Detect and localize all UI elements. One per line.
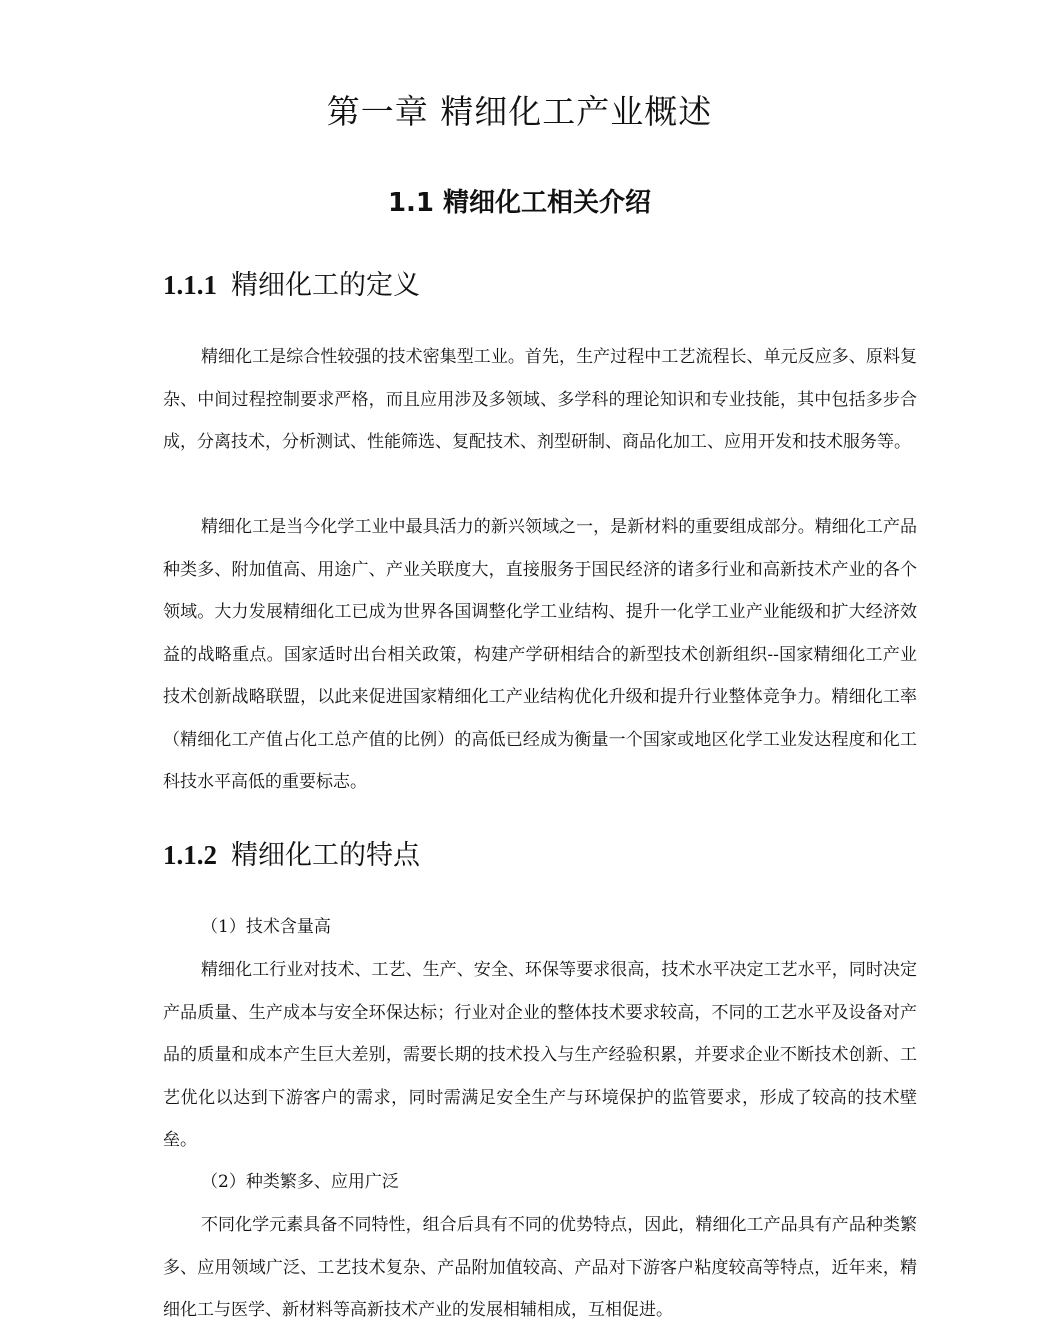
feature-paragraph-1: 精细化工行业对技术、工艺、生产、安全、环保等要求很高，技术水平决定工艺水平，同时决定产品质量、生产成本与安全环保达标；行业对企业的整体技术要求较高，不同的工艺水平及设备对产品的质量和成本产生巨大差别，需要长期的技术投入与生产经验积累，并要求企业不断技术创新、工艺优化以达到下游客户的需求，同时需满足安全生产与环境保护的监管要求，形成了较高的技术壁垒。 — [163, 960, 917, 1150]
subsection-heading-features — [163, 835, 420, 876]
subsection-title-text: 精细化工的特点 — [231, 840, 420, 871]
subsection-number: 1.1.1 — [163, 270, 217, 300]
subsection-number: 1.1.2 — [163, 840, 217, 870]
feature-label-2: （2）种类繁多、应用广泛 — [201, 1172, 399, 1192]
definition-paragraph-2: 精细化工是当今化学工业中最具活力的新兴领域之一，是新材料的重要组成部分。精细化工产品种类多、附加值高、用途广、产业关联度大，直接服务于国民经济的诸多行业和高新技术产业的各个领域。大力发展精细化工已成为世界各国调整化学工业结构、提升一化学工业产业能级和扩大经济效益的战略重点。国家适时出台相关政策，构建产学研相结合的新型技术创新组织--国家精细化工产业技术创新战略联盟，以此来促进国家精细化工产业结构优化升级和提升行业整体竞争力。精细化工率（精细化工产值占化工总产值的比例）的高低已经成为衡量一个国家或地区化学工业发达程度和化工科技水平高低的重要标志。 — [163, 517, 917, 792]
subsection-title-text: 精细化工的定义 — [231, 270, 420, 301]
feature-paragraph-2: 不同化学元素具备不同特性，组合后具有不同的优势特点，因此，精细化工产品具有产品种类繁多、应用领域广泛、工艺技术复杂、产品附加值较高、产品对下游客户粘度较高等特点，近年来，精细化工与医学、新材料等高新技术产业的发展相辅相成，互相促进。 — [163, 1215, 917, 1320]
subsection-heading-definition — [163, 265, 420, 306]
chapter-title: 第一章 精细化工产业概述 — [326, 92, 713, 131]
feature-label-1: （1）技术含量高 — [201, 917, 331, 937]
definition-paragraph-1: 精细化工是综合性较强的技术密集型工业。首先，生产过程中工艺流程长、单元反应多、原料复杂、中间过程控制要求严格，而且应用涉及多领域、多学科的理论知识和专业技能，其中包括多步合成，分离技术，分析测试、性能筛选、复配技术、剂型研制、商品化加工、应用开发和技术服务等。 — [163, 347, 917, 452]
section-title: 1.1 精细化工相关介绍 — [387, 188, 652, 218]
